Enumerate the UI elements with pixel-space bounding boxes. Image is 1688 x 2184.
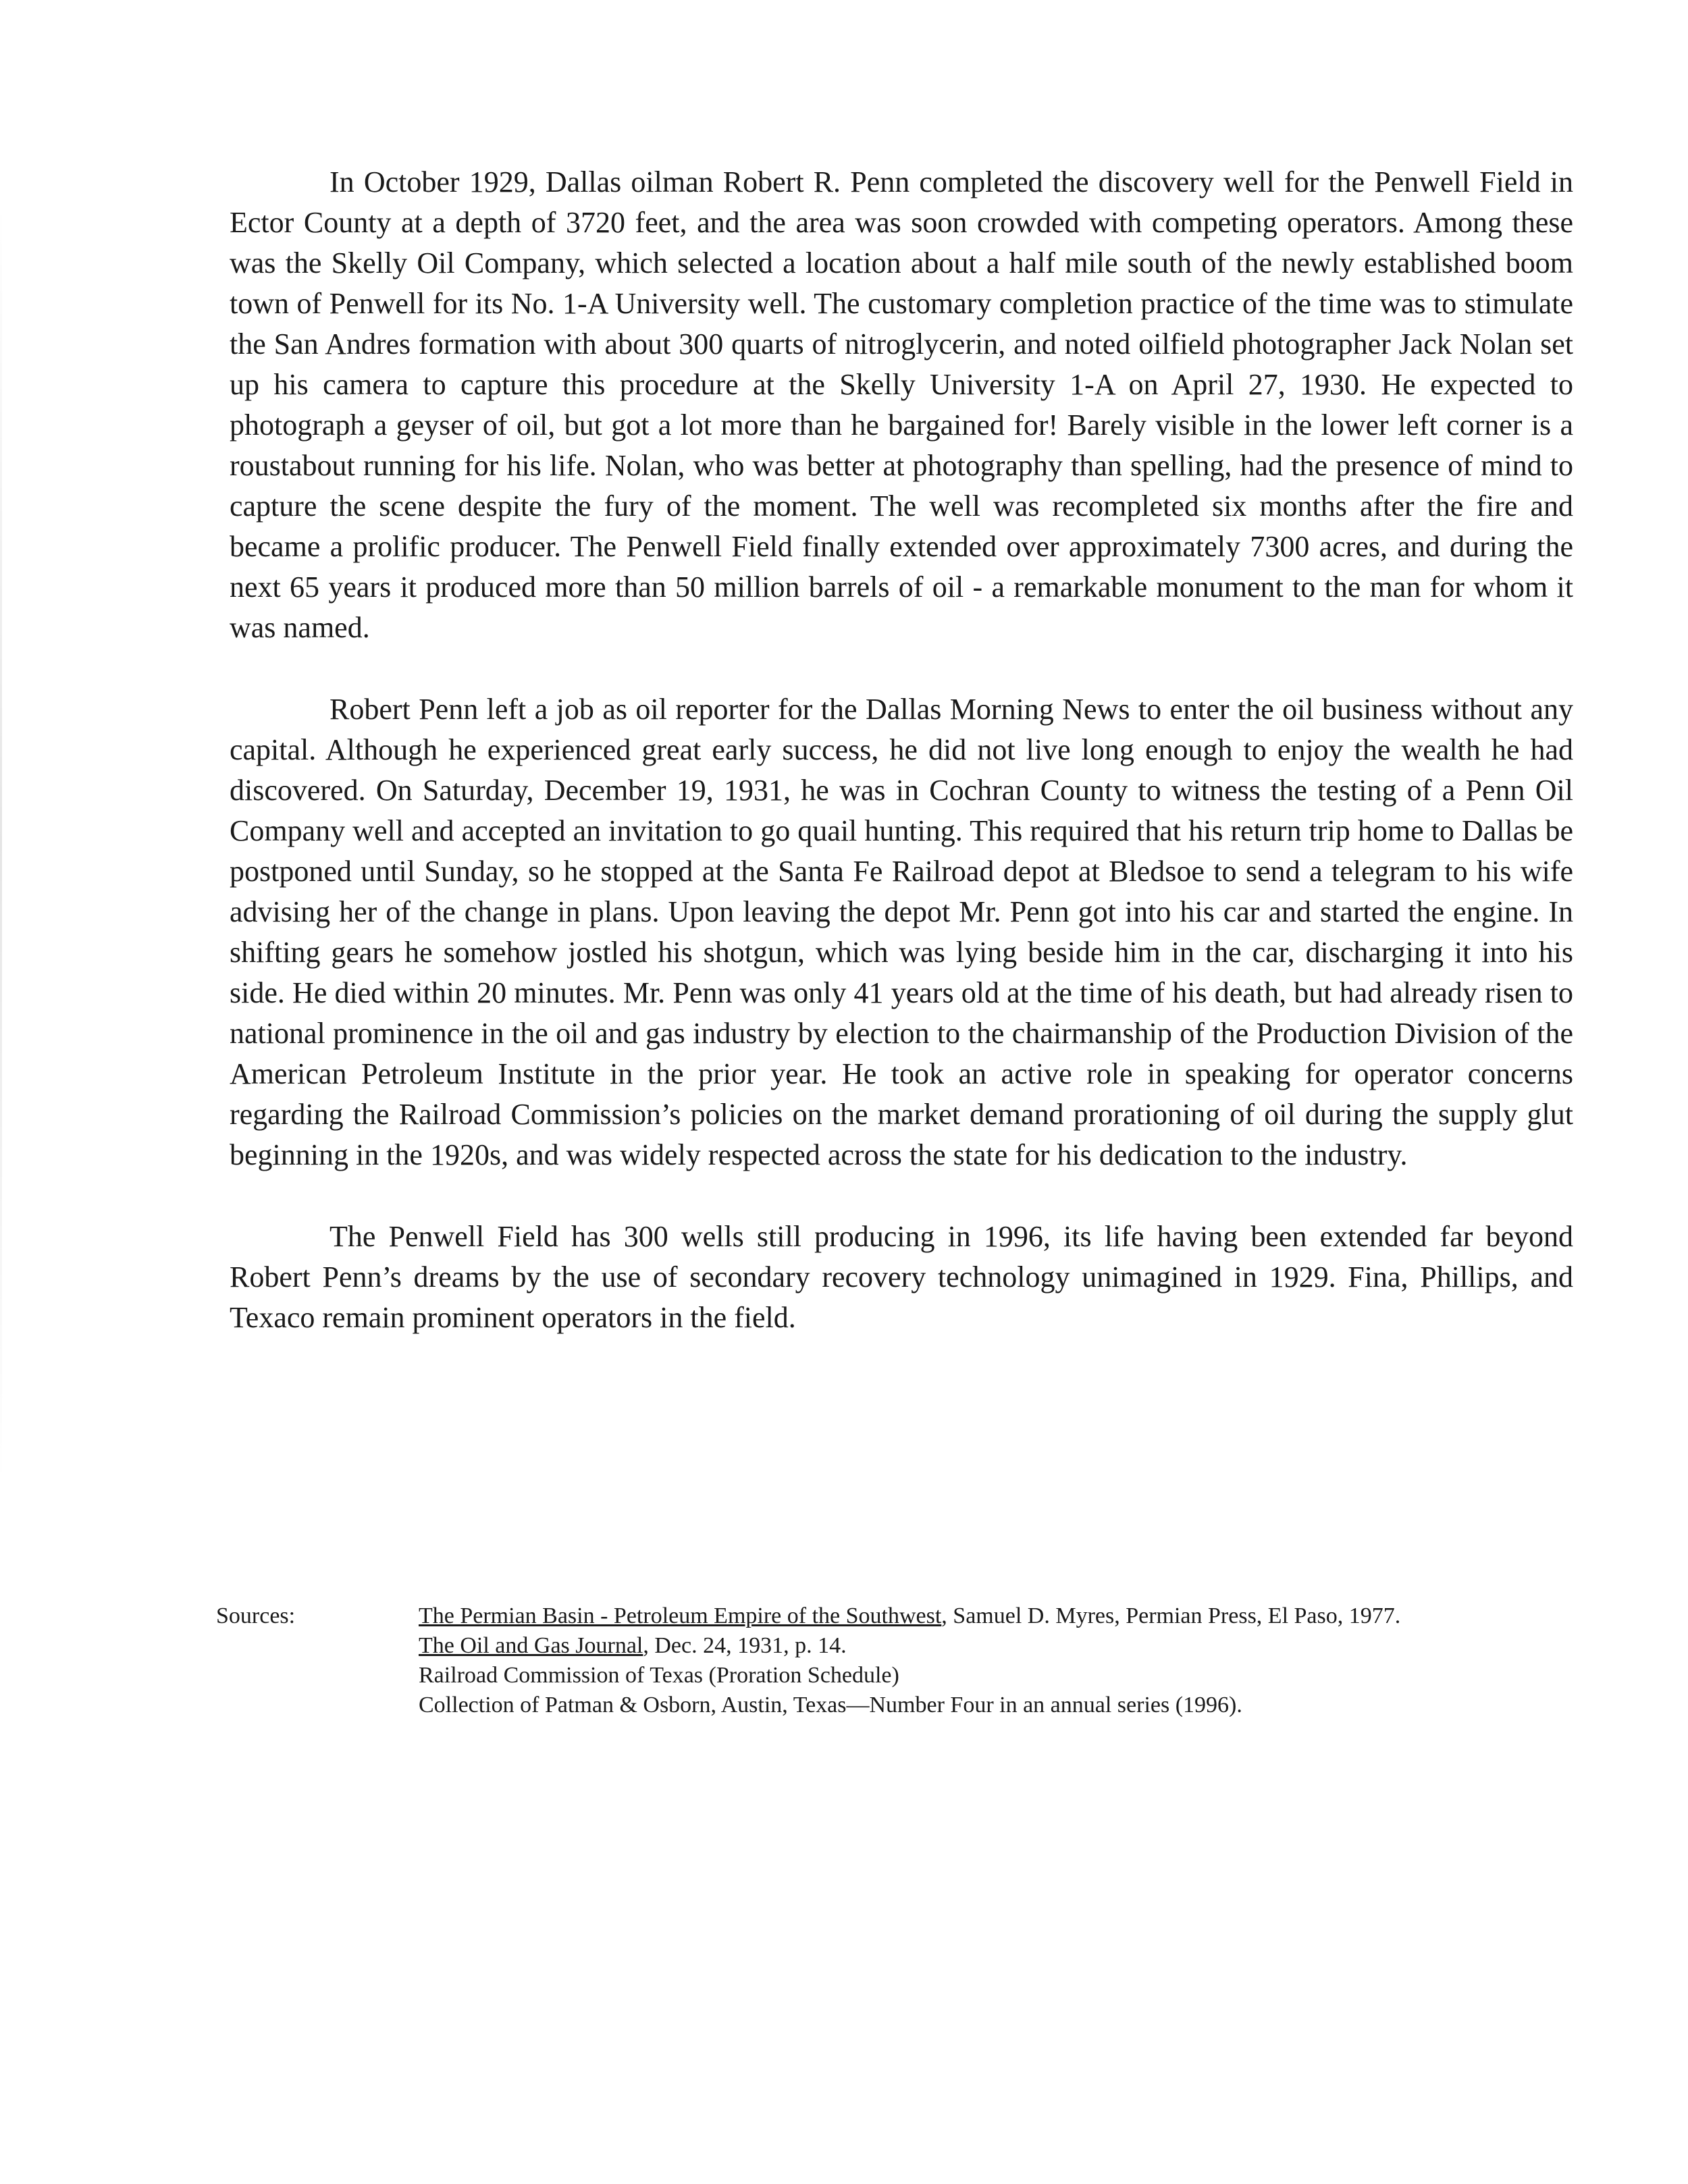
paragraph-robert-penn: Robert Penn left a job as oil reporter for the Dallas Morning News to enter the oil business without any capital. Although he experienced great early success, he did not live long enough to enjoy the wealth he had discovered. On Saturday, December 19, 1931, he was in Cochran County to witness the testing of a Penn Oil Company well and accepted an invitation to go quail hunting. This required that his return trip home to Dallas be postponed until Sunday, so he stopped at the Santa Fe Railroad depot at Bledsoe to send a telegram to his wife advising her of the change in plans. Upon leaving the depot Mr. Penn got into his car and started the engine. In shifting gears he somehow jostled his shotgun, which was lying beside him in the car, discharging it into his side. He died within 20 minutes. Mr. Penn was only 41 years old at the time of his death, but had already risen to national prominence in the oil and gas industry by election to the chairmanship of the Production Division of the American Petroleum Institute in the prior year. He took an active role in speaking for operator concerns regarding the Railroad Commission’s policies on the market demand prorationing of oil during the supply glut beginning in the 1920s, and was widely respected across the state for his dedication to the industry. xyxy=(230,693,1573,1171)
source-item xyxy=(419,1661,1553,1690)
source-title: The Oil and Gas Journal xyxy=(419,1633,643,1658)
sources-label: Sources: xyxy=(216,1603,296,1628)
source-title: The Permian Basin - Petroleum Empire of the Southwest xyxy=(419,1603,942,1628)
source-details: Railroad Commission of Texas (Proration Schedule) xyxy=(419,1663,899,1688)
source-item xyxy=(419,1602,1553,1630)
source-item xyxy=(419,1691,1553,1720)
source-item xyxy=(419,1632,1553,1660)
source-details: , Dec. 24, 1931, p. 14. xyxy=(643,1633,847,1658)
article-body xyxy=(230,162,1573,1338)
scan-edge-shadow xyxy=(0,203,2,1485)
sources-list xyxy=(419,1602,1553,1720)
paragraph-penwell-today: The Penwell Field has 300 wells still producing in 1996, its life having been extended far beyond Robert Penn’s dreams by the use of secondary recovery technology unimagined in 1929. Fina, Phillips, and Texaco remain prominent operators in the field. xyxy=(230,1220,1573,1334)
source-details: Collection of Patman & Osborn, Austin, Texas—Number Four in an annual series (1996). xyxy=(419,1693,1242,1717)
paragraph-penwell-discovery: In October 1929, Dallas oilman Robert R. Penn completed the discovery well for the Penwell Field in Ector County at a depth of 3720 feet, and the area was soon crowded with competing operators. Among these was the Skelly Oil Company, which selected a location about a half mile south of the newly established boom town of Penwell for its No. 1-A University well. The customary completion practice of the time was to stimulate the San Andres formation with about 300 quarts of nitroglycerin, and noted oilfield photographer Jack Nolan set up his camera to capture this procedure at the Skelly University 1-A on April 27, 1930. He expected to photograph a geyser of oil, but got a lot more than he bargained for! Barely visible in the lower left corner is a roustabout running for his life. Nolan, who was better at photography than spelling, had the presence of mind to capture the scene despite the fury of the moment. The well was recompleted six months after the fire and became a prolific producer. The Penwell Field finally extended over approximately 7300 acres, and during the next 65 years it produced more than 50 million barrels of oil - a remarkable monument to the man for whom it was named. xyxy=(230,165,1573,644)
source-details: , Samuel D. Myres, Permian Press, El Paso, 1977. xyxy=(941,1603,1401,1628)
